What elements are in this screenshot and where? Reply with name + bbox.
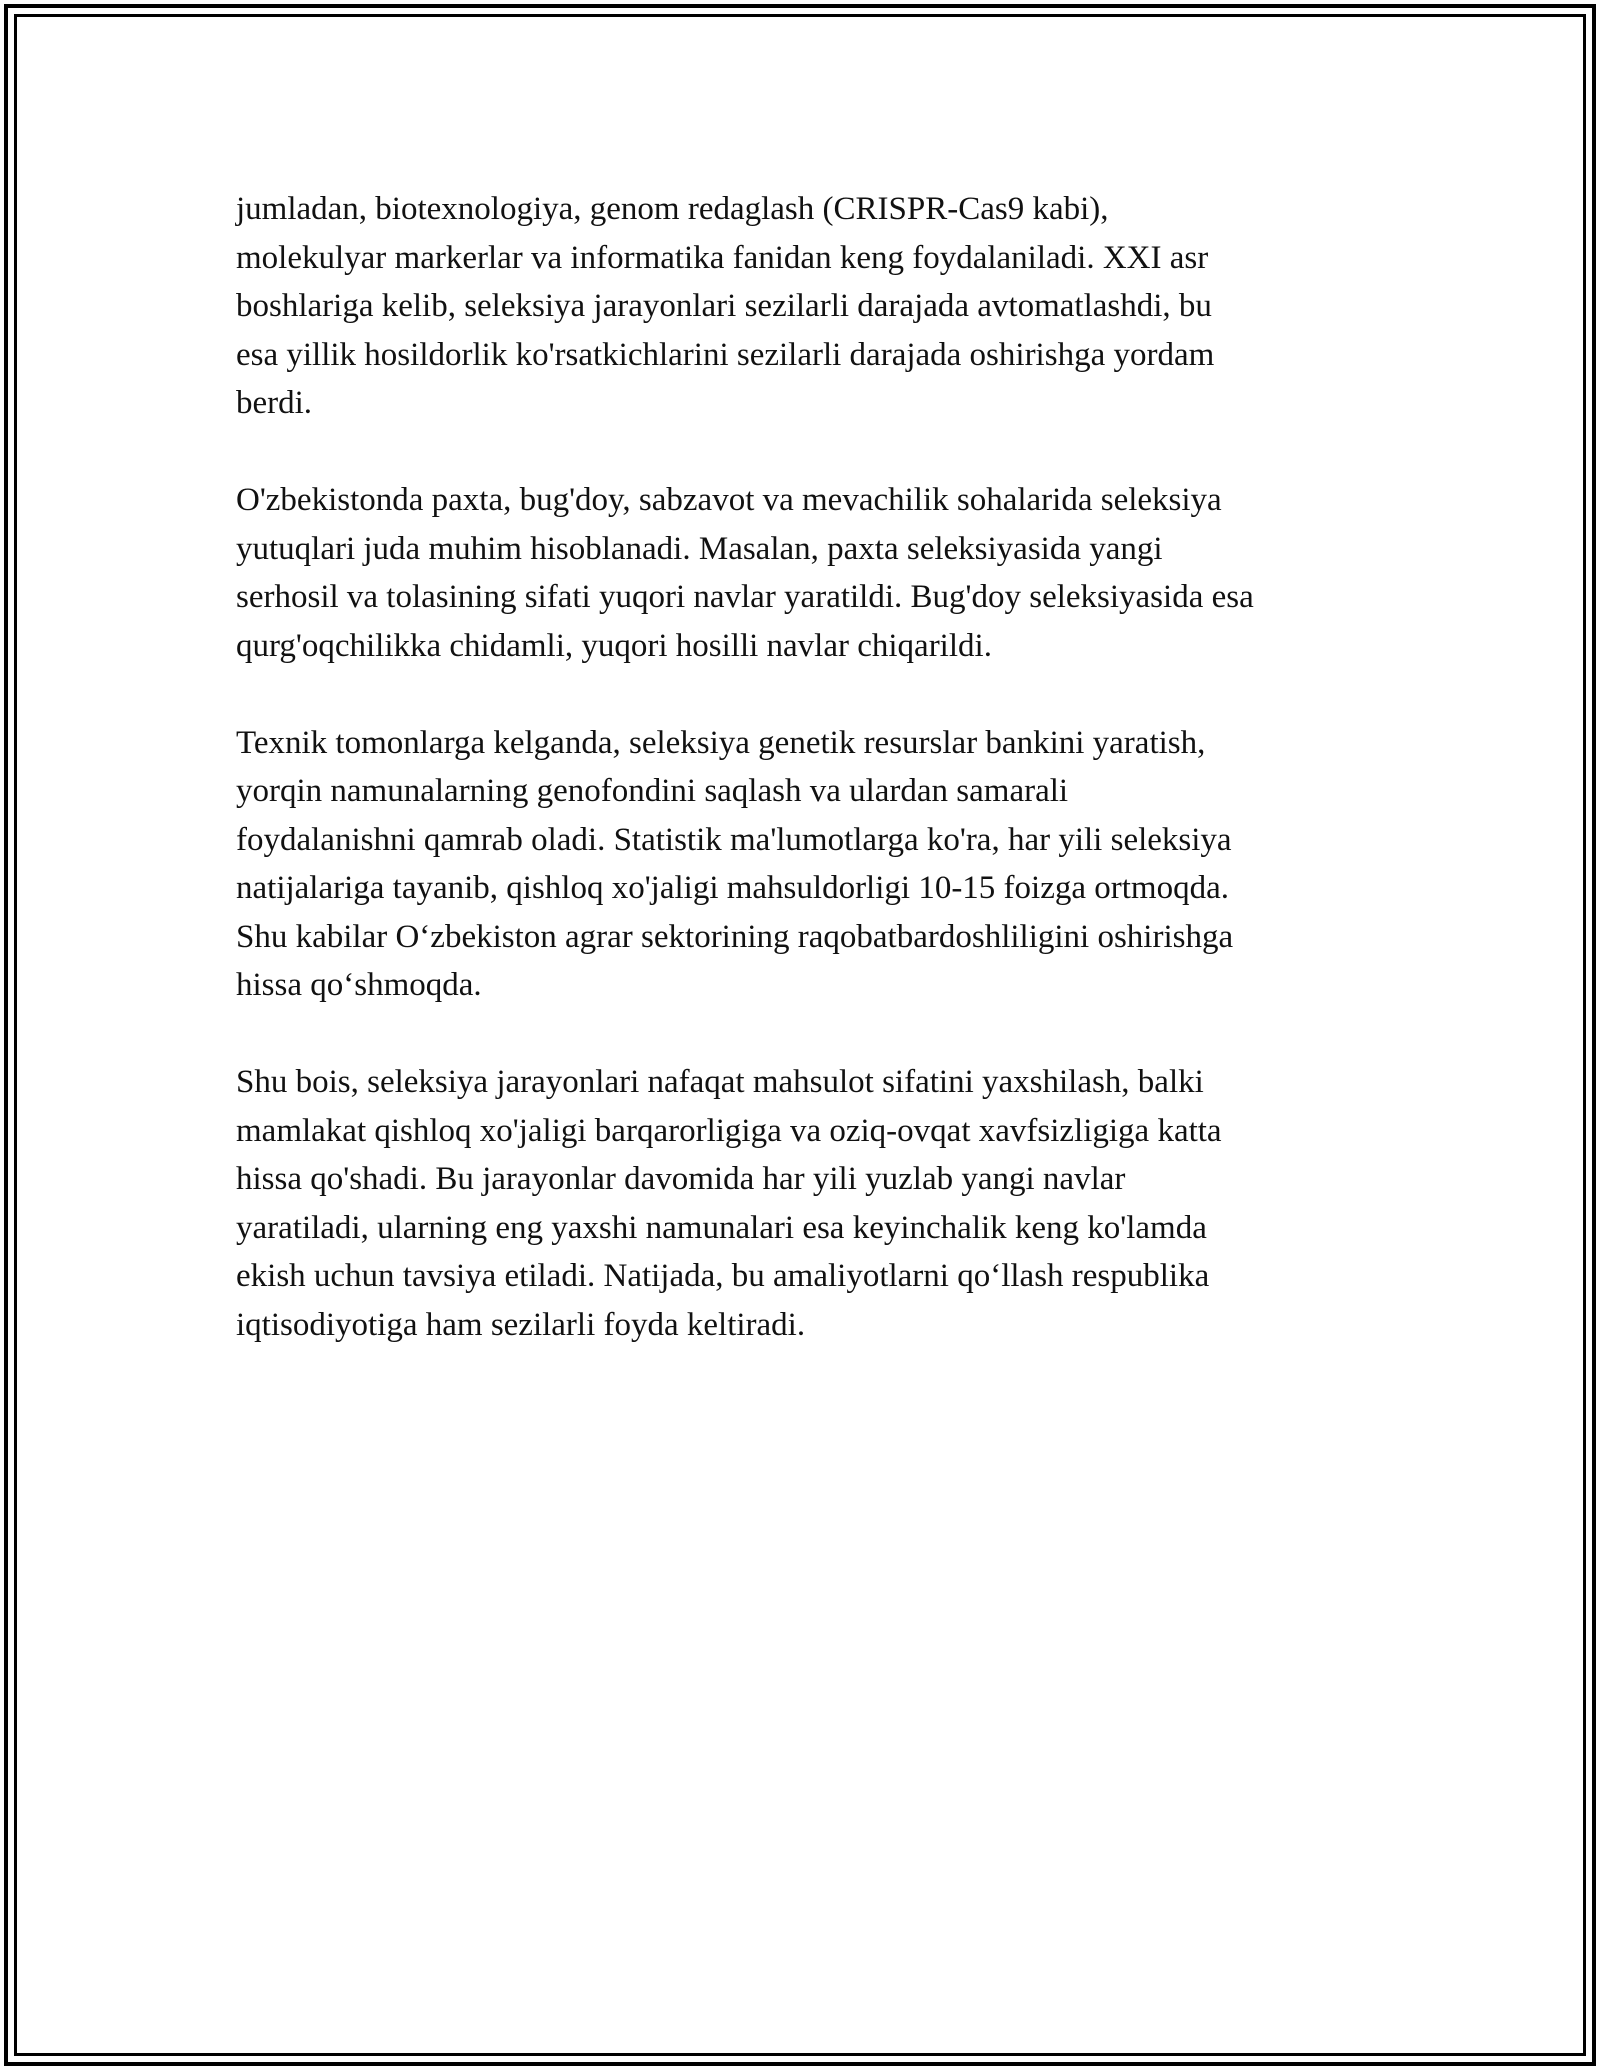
text-line: yaratiladi, ularning eng yaxshi namunalari esa keyinchalik keng ko'lamda — [236, 1209, 1207, 1246]
text-line: hissa qo'shadi. Bu jarayonlar davomida har yili yuzlab yangi navlar — [236, 1161, 1126, 1197]
paragraph-2 — [236, 476, 1376, 670]
text-line: foydalanishni qamrab oladi. Statistik ma'lumotlarga ko'ra, har yili seleksiya — [236, 821, 1232, 858]
text-line: qurg'oqchilikka chidamli, yuqori hosilli navlar chiqarildi. — [236, 627, 992, 664]
text-line: hissa qoʻshmoqda. — [236, 967, 482, 1003]
text-line: yutuqlari juda muhim hisoblanadi. Masalan, paxta seleksiyasida yangi — [236, 530, 1163, 567]
text-line: boshlariga kelib, seleksiya jarayonlari sezilarli darajada avtomatlashdi, bu — [236, 288, 1212, 324]
text-line: iqtisodiyotiga ham sezilarli foyda keltiradi. — [236, 1306, 806, 1343]
paragraph-1 — [236, 185, 1376, 428]
text-line: mamlakat qishloq xo'jaligi barqarorligiga va oziq-ovqat xavfsizligiga katta — [236, 1112, 1222, 1149]
text-line: esa yillik hosildorlik ko'rsatkichlarini sezilarli darajada oshirishga yordam — [236, 336, 1215, 373]
text-line: serhosil va tolasining sifati yuqori navlar yaratildi. Bug'doy seleksiyasida esa — [236, 579, 1254, 615]
text-line: jumladan, biotexnologiya, genom redaglash (CRISPR-Cas9 kabi), — [236, 191, 1109, 227]
text-line: berdi. — [236, 385, 313, 421]
text-line: ekish uchun tavsiya etiladi. Natijada, bu amaliyotlarni qoʻllash respublika — [236, 1258, 1210, 1294]
text-line: natijalariga tayanib, qishloq xo'jaligi mahsuldorligi 10-15 foizga ortmoqda. — [236, 870, 1229, 906]
text-line: Shu bois, seleksiya jarayonlari nafaqat mahsulot sifatini yaxshilash, balki — [236, 1064, 1204, 1100]
text-line: Shu kabilar Oʻzbekiston agrar sektorining raqobatbardoshliligini oshirishga — [236, 918, 1234, 955]
text-line: molekulyar markerlar va informatika fanidan keng foydalaniladi. XXI asr — [236, 239, 1209, 276]
text-line: Texnik tomonlarga kelganda, seleksiya genetik resurslar bankini yaratish, — [236, 724, 1206, 761]
paragraph-3 — [236, 719, 1376, 1010]
text-line: O'zbekistonda paxta, bug'doy, sabzavot va mevachilik sohalarida seleksiya — [236, 482, 1222, 518]
document-body — [236, 185, 1376, 1398]
paragraph-4 — [236, 1058, 1376, 1349]
text-line: yorqin namunalarning genofondini saqlash va ulardan samarali — [236, 773, 1069, 809]
